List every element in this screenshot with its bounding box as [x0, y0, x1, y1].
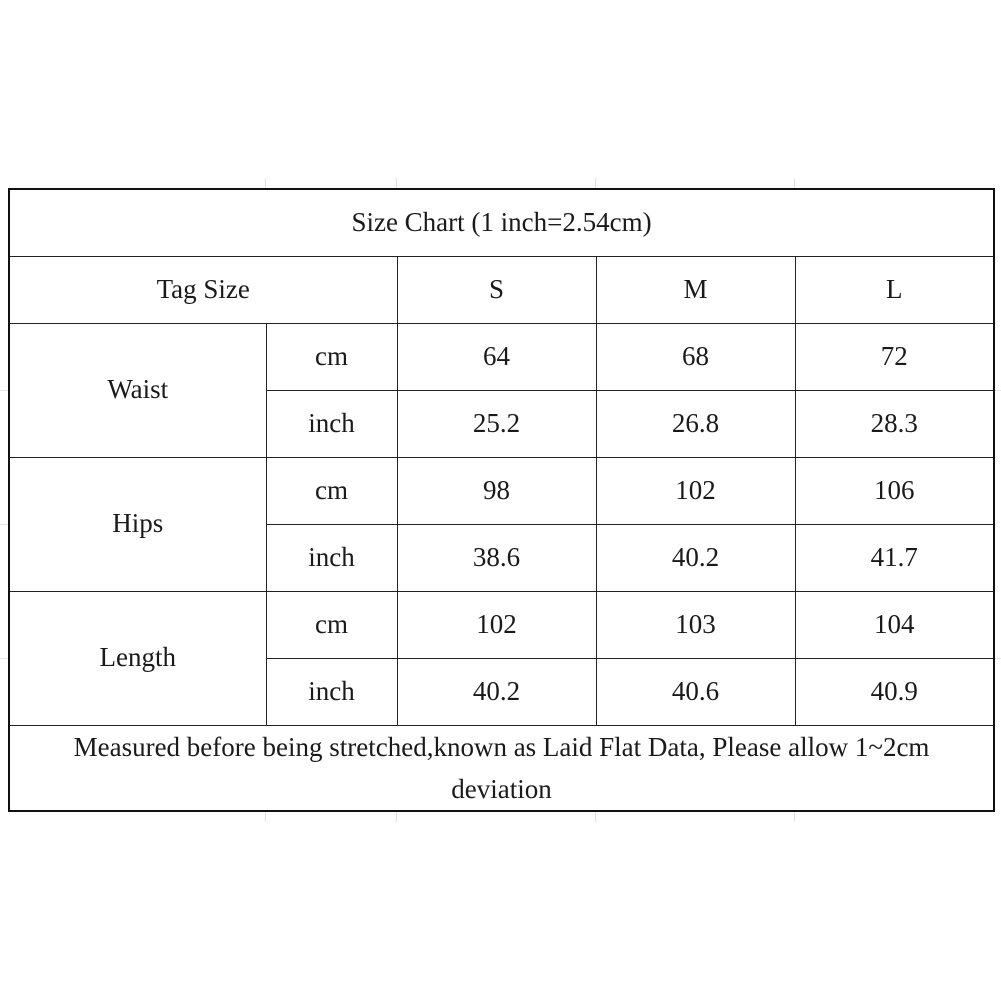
gridline-stub [396, 812, 397, 822]
header-row [9, 256, 994, 323]
table-row [9, 457, 994, 524]
note-row [9, 725, 994, 811]
value-cell: 38.6 [397, 524, 596, 591]
value-cell: 72 [795, 323, 994, 390]
value-cell: 102 [397, 591, 596, 658]
title-row [9, 189, 994, 256]
measure-label-waist: Waist [9, 323, 266, 457]
value-cell: 40.9 [795, 658, 994, 725]
value-cell: 106 [795, 457, 994, 524]
value-cell: 40.2 [596, 524, 795, 591]
size-header-m: M [596, 256, 795, 323]
size-header-s: S [397, 256, 596, 323]
table-row [9, 591, 994, 658]
gridline-stub [265, 812, 266, 822]
size-header-l: L [795, 256, 994, 323]
value-cell: 26.8 [596, 390, 795, 457]
value-cell: 68 [596, 323, 795, 390]
unit-label: inch [266, 390, 397, 457]
gridline-stub [595, 812, 596, 822]
gridline-stub [794, 812, 795, 822]
gridline-stub [794, 178, 795, 188]
chart-title: Size Chart (1 inch=2.54cm) [9, 189, 994, 256]
gridline-stub [0, 658, 8, 659]
value-cell: 103 [596, 591, 795, 658]
gridline-stub [595, 178, 596, 188]
measure-label-hips: Hips [9, 457, 266, 591]
value-cell: 40.2 [397, 658, 596, 725]
unit-label: cm [266, 323, 397, 390]
value-cell: 28.3 [795, 390, 994, 457]
unit-label: cm [266, 457, 397, 524]
value-cell: 41.7 [795, 524, 994, 591]
value-cell: 40.6 [596, 658, 795, 725]
unit-label: inch [266, 524, 397, 591]
value-cell: 104 [795, 591, 994, 658]
gridline-stub [265, 178, 266, 188]
unit-label: inch [266, 658, 397, 725]
value-cell: 102 [596, 457, 795, 524]
measurement-note: Measured before being stretched,known as Laid Flat Data, Please allow 1~2cm deviation [9, 725, 994, 811]
table-row [9, 323, 994, 390]
gridline-stub [0, 390, 8, 391]
measure-label-length: Length [9, 591, 266, 725]
size-chart-table [8, 188, 995, 812]
tag-size-header: Tag Size [9, 256, 397, 323]
value-cell: 64 [397, 323, 596, 390]
gridline-stub [0, 524, 8, 525]
value-cell: 98 [397, 457, 596, 524]
gridline-stub [396, 178, 397, 188]
unit-label: cm [266, 591, 397, 658]
value-cell: 25.2 [397, 390, 596, 457]
